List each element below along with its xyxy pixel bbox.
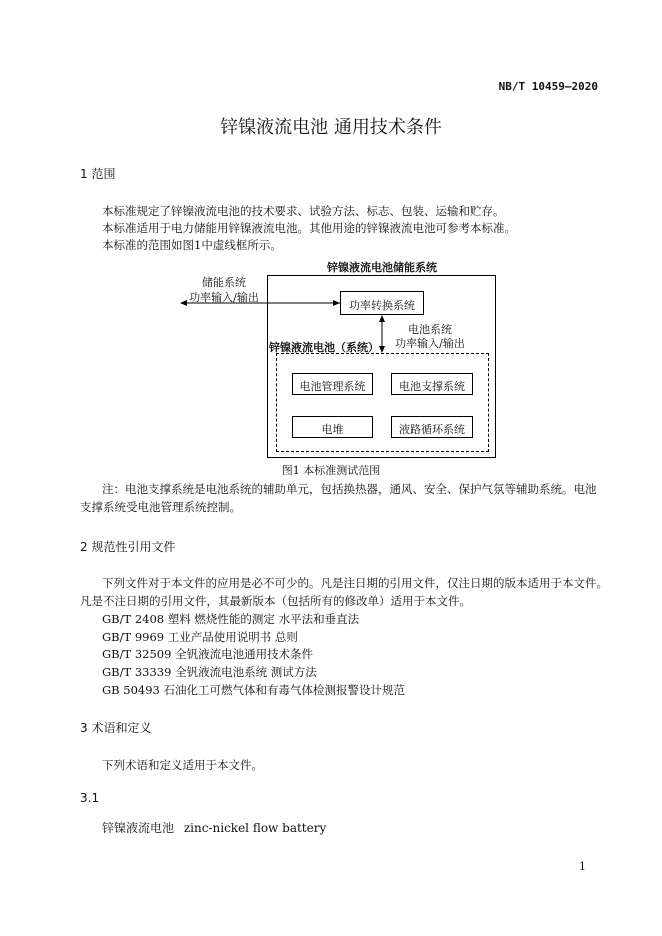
- document-title: 锌镍液流电池 通用技术条件: [220, 117, 442, 138]
- reference-item: GB/T 9969 工业产品使用说明书 总则: [102, 630, 298, 644]
- stack-label: 电堆: [321, 423, 344, 436]
- right-flow-label-1: 电池系统: [408, 323, 452, 336]
- section-2-intro: 下列文件对于本文件的应用是必不可少的。凡是注日期的引用文件，仅注日期的版本适用于本文件。: [102, 576, 608, 590]
- section-1-paragraph: 本标准的范围如图1中虚线框所示。: [102, 238, 282, 252]
- section-1-heading: 1 范围: [80, 167, 116, 181]
- term-chinese: 锌镍液流电池: [102, 821, 175, 835]
- arrow-head-down: [379, 346, 385, 353]
- figure-outer-title: 锌镍液流电池储能系统: [327, 261, 437, 274]
- inner-system-title: 锌镍液流电池（系统）: [269, 341, 379, 354]
- reference-item: GB/T 33339 全钒液流电池系统 测试方法: [102, 665, 317, 679]
- standard-code: NB/T 10459—2020: [498, 80, 598, 93]
- figure-note-continued: 支撑系统受电池管理系统控制。: [80, 500, 241, 514]
- section-3-heading: 3 术语和定义: [80, 721, 152, 735]
- reference-item: GB/T 2408 塑料 燃烧性能的测定 水平法和垂直法: [102, 612, 360, 626]
- page-number: 1: [579, 860, 586, 873]
- section-2-heading: 2 规范性引用文件: [80, 540, 176, 554]
- figure-caption: 图1 本标准测试范围: [281, 464, 381, 477]
- power-conversion-label: 功率转换系统: [349, 299, 415, 312]
- section-1-paragraph: 本标准适用于电力储能用锌镍液流电池。其他用途的锌镍液流电池可参考本标准。: [102, 221, 516, 235]
- battery-support-label: 电池支撑系统: [399, 380, 465, 393]
- figure-note: 注：电池支撑系统是电池系统的辅助单元，包括换热器，通风、安全、保护气氛等辅助系统。电池: [102, 482, 597, 496]
- term-english: zinc-nickel flow battery: [183, 821, 327, 835]
- term-entry: [102, 819, 326, 836]
- section-3-intro: 下列术语和定义适用于本文件。: [102, 758, 263, 772]
- right-flow-label-2: 功率输入/输出: [395, 337, 465, 350]
- subclause-number: 3.1: [80, 791, 100, 805]
- section-1-paragraph: 本标准规定了锌镍液流电池的技术要求、试验方法、标志、包装、运输和贮存。: [102, 204, 505, 218]
- arrow-head-right: [333, 300, 340, 306]
- arrow-head-left: [180, 300, 187, 306]
- arrow-head-up: [379, 315, 385, 322]
- reference-item: GB 50493 石油化工可燃气体和有毒气体检测报警设计规范: [102, 683, 406, 697]
- bms-label: 电池管理系统: [299, 380, 366, 393]
- left-flow-label-2: 功率输入/输出: [189, 291, 259, 304]
- circulation-label: 液路循环系统: [399, 423, 465, 436]
- section-2-intro-continued: 凡是不注日期的引用文件，其最新版本（包括所有的修改单）适用于本文件。: [80, 594, 471, 608]
- left-flow-label-1: 储能系统: [202, 276, 246, 289]
- reference-item: GB/T 32509 全钒液流电池通用技术条件: [102, 647, 314, 661]
